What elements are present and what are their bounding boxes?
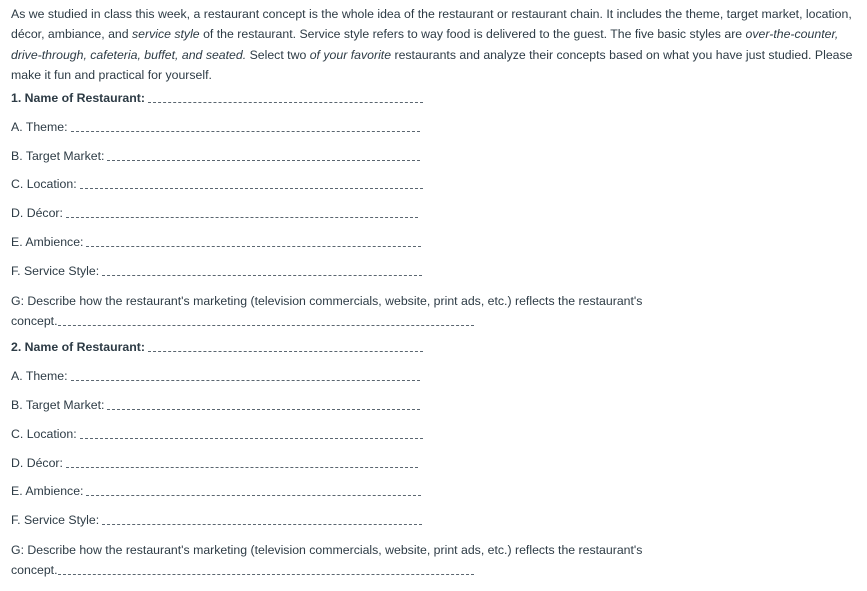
s1-name-row xyxy=(11,91,423,105)
s2-decor-blank[interactable] xyxy=(66,466,418,468)
s2-service-row xyxy=(11,513,422,527)
s2-ambience-label: E. Ambience: xyxy=(11,484,84,498)
s2-g-line2: concept. xyxy=(11,562,58,577)
s1-service-blank[interactable] xyxy=(102,274,422,276)
intro-text-2: of the restaurant. Service style refers to way food is delivered to the guest. The five basic styles are xyxy=(199,27,746,42)
s2-g-line2-row xyxy=(11,561,861,581)
s2-decor-row xyxy=(11,456,418,470)
s2-service-blank[interactable] xyxy=(102,523,422,525)
s1-service-row xyxy=(11,264,422,278)
s2-ambience-blank[interactable] xyxy=(86,494,421,496)
s2-name-blank[interactable] xyxy=(148,350,423,352)
intro-text-3: Select two xyxy=(246,47,310,62)
s2-target-label: B. Target Market: xyxy=(11,398,105,412)
intro-text-4: restaurants and analyze their concepts based on what you have just studied. Please make it fun and practical for yourself. xyxy=(11,47,853,82)
s1-target-row xyxy=(11,149,420,163)
s1-ambience-label: E. Ambience: xyxy=(11,235,84,249)
s2-name-row xyxy=(11,340,423,354)
s1-location-label: C. Location: xyxy=(11,177,77,191)
s1-name-blank[interactable] xyxy=(148,101,423,103)
s1-theme-label: A. Theme: xyxy=(11,120,68,134)
s1-g-line2-row xyxy=(11,312,861,332)
s1-g-line2: concept. xyxy=(11,313,58,328)
intro-favorite: of your favorite xyxy=(309,47,392,62)
s2-marketing-blank[interactable] xyxy=(58,573,474,575)
s1-marketing-blank[interactable] xyxy=(58,324,474,326)
s1-decor-row xyxy=(11,206,418,220)
s1-marketing-question xyxy=(11,292,861,331)
s2-decor-label: D. Décor: xyxy=(11,456,63,470)
s2-theme-label: A. Theme: xyxy=(11,369,68,383)
s1-g-line1: G: Describe how the restaurant's marketing (television commercials, website, print ads, etc.) reflects the restaurant's xyxy=(11,294,643,308)
intro-service-style: service style xyxy=(132,27,200,42)
s2-theme-row xyxy=(11,369,420,383)
s2-theme-blank[interactable] xyxy=(71,379,420,381)
intro-paragraph xyxy=(11,4,863,85)
s1-location-row xyxy=(11,177,423,191)
intro-styles-list: over-the-counter, drive-through, cafeteria, buffet, and seated. xyxy=(11,27,839,62)
s1-name-label: 1. Name of Restaurant: xyxy=(11,91,145,105)
s2-target-row xyxy=(11,398,420,412)
s1-service-label: F. Service Style: xyxy=(11,264,100,278)
s2-service-label: F. Service Style: xyxy=(11,513,100,527)
s1-target-blank[interactable] xyxy=(107,159,420,161)
s2-name-label: 2. Name of Restaurant: xyxy=(11,340,145,354)
s1-ambience-blank[interactable] xyxy=(86,245,421,247)
s2-target-blank[interactable] xyxy=(107,408,420,410)
s2-location-blank[interactable] xyxy=(80,437,423,439)
s1-theme-blank[interactable] xyxy=(71,130,420,132)
s1-location-blank[interactable] xyxy=(80,187,423,189)
s2-marketing-question xyxy=(11,541,861,580)
s2-location-row xyxy=(11,427,423,441)
s2-ambience-row xyxy=(11,484,421,498)
s1-decor-blank[interactable] xyxy=(66,216,418,218)
s2-g-line1: G: Describe how the restaurant's marketing (television commercials, website, print ads, etc.) reflects the restaurant's xyxy=(11,543,643,557)
s1-target-label: B. Target Market: xyxy=(11,149,105,163)
s1-ambience-row xyxy=(11,235,421,249)
s1-theme-row xyxy=(11,120,420,134)
intro-text-1: As we studied in class this week, a restaurant concept is the whole idea of the restaurant or restaurant chain. It includes the theme, target market, location, décor, ambiance, and xyxy=(11,7,852,42)
s1-decor-label: D. Décor: xyxy=(11,206,63,220)
s2-location-label: C. Location: xyxy=(11,427,77,441)
